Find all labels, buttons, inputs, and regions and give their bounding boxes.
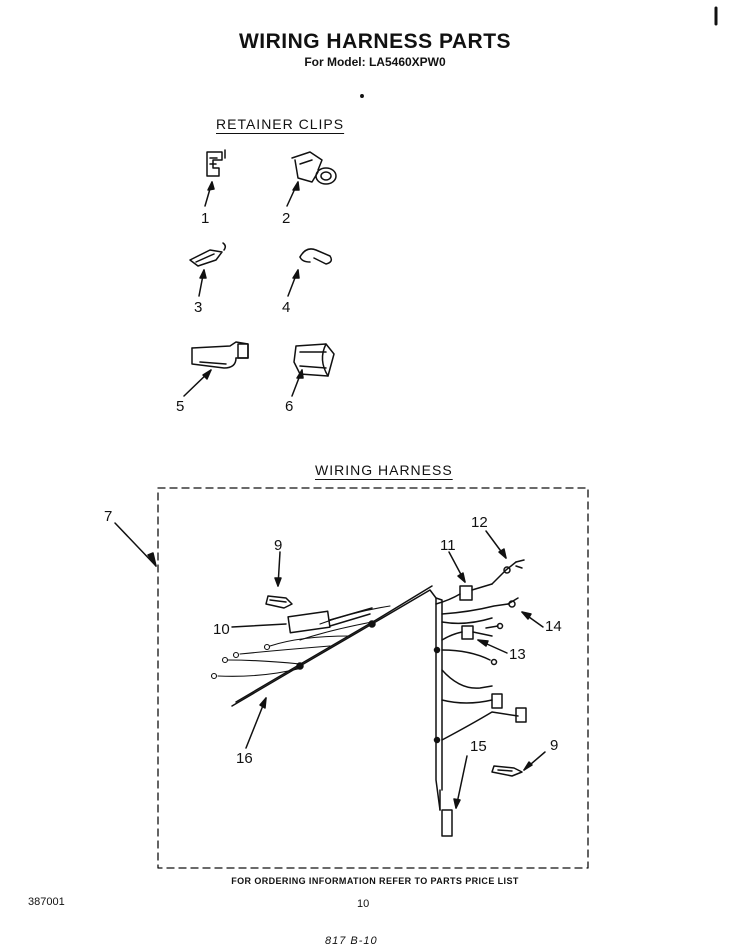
handwritten-note: 817 B-10	[325, 935, 378, 947]
connector-15	[440, 790, 452, 836]
arrowhead-9-top	[275, 578, 281, 586]
retainer-clip-3-drawing	[190, 243, 225, 266]
retainer-clip-1-drawing	[207, 150, 225, 176]
page-title: WIRING HARNESS PARTS	[238, 30, 512, 53]
wiring-harness-box	[158, 488, 588, 868]
connector-11	[436, 584, 492, 604]
callout-15: 15	[470, 738, 487, 755]
callout-14: 14	[545, 618, 562, 635]
scan-dot	[361, 95, 363, 97]
arrowhead-1	[208, 182, 214, 190]
retainer-clip-2-drawing	[292, 152, 336, 184]
page-number: 10	[357, 898, 370, 910]
terminal-9-top	[266, 596, 292, 608]
callout-10: 10	[213, 621, 230, 638]
terminal-9-right	[492, 766, 522, 776]
connector-cluster-right	[442, 670, 526, 740]
callout-3: 3	[194, 299, 203, 316]
callout-9-top: 9	[274, 537, 283, 554]
arrowhead-5	[203, 370, 211, 379]
retainer-clip-6-drawing	[294, 344, 334, 376]
callout-5: 5	[176, 398, 185, 415]
model-label: For Model: LA5460XPW0	[304, 55, 446, 69]
callout-6: 6	[285, 398, 294, 415]
terminal-12	[492, 560, 524, 584]
doc-number: 387001	[28, 896, 65, 908]
callout-1: 1	[201, 210, 210, 227]
ordering-note: FOR ORDERING INFORMATION REFER TO PARTS PRICE LIST	[231, 876, 519, 886]
callout-9-right: 9	[550, 737, 559, 754]
callout-13: 13	[509, 646, 526, 663]
callout-12: 12	[471, 514, 488, 531]
arrowhead-9-right	[524, 762, 532, 770]
retainer-clip-5-drawing	[192, 342, 248, 368]
callout-2: 2	[282, 210, 291, 227]
arrowhead-2	[293, 182, 299, 190]
wiring-harness-title: WIRING HARNESS	[315, 462, 453, 478]
arrowhead-15	[454, 799, 460, 808]
callout-4: 4	[282, 299, 291, 316]
callout-11: 11	[440, 537, 456, 554]
leader-10	[232, 624, 286, 627]
arrowhead-16	[260, 698, 266, 708]
arrowhead-11	[458, 573, 465, 582]
callout-7: 7	[104, 508, 113, 525]
retainer-clip-4-drawing	[300, 249, 331, 264]
harness-trunk	[232, 586, 442, 810]
arrowhead-13	[478, 640, 488, 646]
arrowhead-4	[293, 270, 299, 278]
callout-16: 16	[236, 750, 253, 767]
arrowhead-3	[200, 270, 206, 278]
terminal-14	[442, 598, 518, 629]
leader-7	[115, 523, 156, 566]
retainer-clips-title: RETAINER CLIPS	[216, 116, 345, 132]
